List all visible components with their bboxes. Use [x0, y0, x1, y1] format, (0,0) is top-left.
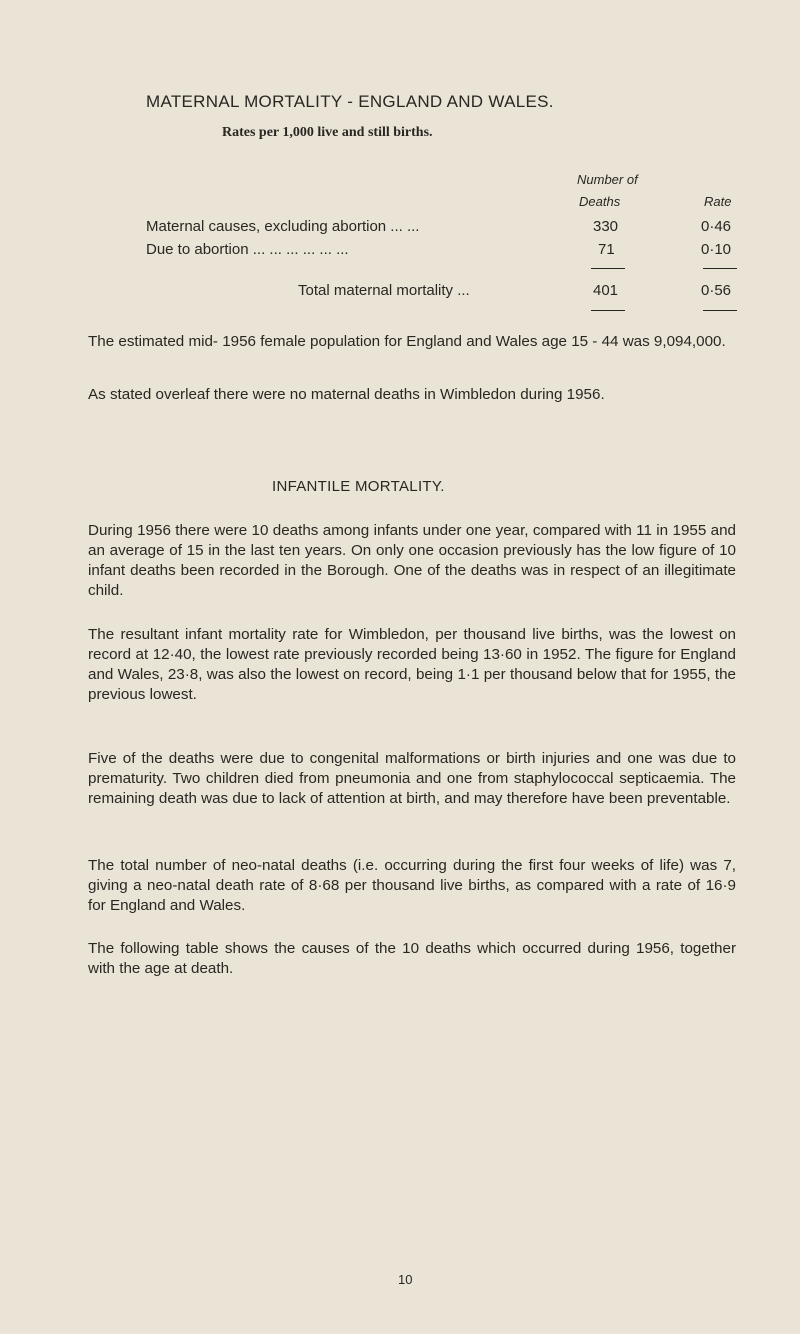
section-heading: INFANTILE MORTALITY. [272, 478, 445, 495]
row-label: Maternal causes, excluding abortion ... ... [146, 218, 420, 235]
row-deaths: 71 [598, 241, 615, 258]
column-header-deaths: Deaths [579, 194, 621, 209]
rule-line [703, 310, 737, 311]
row-rate: 0·10 [701, 241, 732, 258]
column-header-rate: Rate [704, 194, 732, 209]
paragraph: Five of the deaths were due to congenital malformations or birth injuries and one was due to prematurity. Two children died from pneumonia and one from staphylococcal septicaemia. The remaining death was due to lack of attention at birth, and may therefore have been preventable. [88, 750, 736, 807]
paragraph: The total number of neo-natal deaths (i.e. occurring during the first four weeks of life) was 7, giving a neo-natal death rate of 8·68 per thousand live births, as compared with a rate of 16·9 for England and Wales. [88, 857, 736, 914]
column-group-header: Number of [577, 172, 638, 187]
paragraph: As stated overleaf there were no maternal deaths in Wimbledon during 1956. [88, 386, 605, 403]
row-rate: 0·46 [701, 218, 732, 235]
total-deaths: 401 [593, 282, 619, 299]
subtitle: Rates per 1,000 live and still births. [222, 125, 433, 140]
total-label: Total maternal mortality ... [298, 282, 470, 299]
paragraph: During 1956 there were 10 deaths among infants under one year, compared with 11 in 1955 and an average of 15 in the last ten years. On only one occasion previously has the low figure of 10 infant deaths been recorded in the Borough. One of the deaths was in respect of an illegitimate child. [88, 522, 736, 599]
page-number: 10 [398, 1272, 413, 1287]
paragraph: The following table shows the causes of the 10 deaths which occurred during 1956, together with the age at death. [88, 940, 736, 977]
paragraph: The resultant infant mortality rate for Wimbledon, per thousand live births, was the lowest on record at 12·40, the lowest rate previously recorded being 13·60 in 1952. The figure for England and Wales, 23·8, was also the lowest on record, being 1·1 per thousand below that for 1955, the previous lowest. [88, 626, 736, 703]
row-label: Due to abortion ... ... ... ... ... ... [146, 241, 349, 258]
paragraph: The estimated mid- 1956 female population for England and Wales age 15 - 44 was 9,094,000. [88, 333, 726, 350]
rule-line [703, 268, 737, 269]
total-rate: 0·56 [701, 282, 732, 299]
page-title: MATERNAL MORTALITY - ENGLAND AND WALES. [146, 92, 554, 111]
row-deaths: 330 [593, 218, 619, 235]
rule-line [591, 310, 625, 311]
rule-line [591, 268, 625, 269]
